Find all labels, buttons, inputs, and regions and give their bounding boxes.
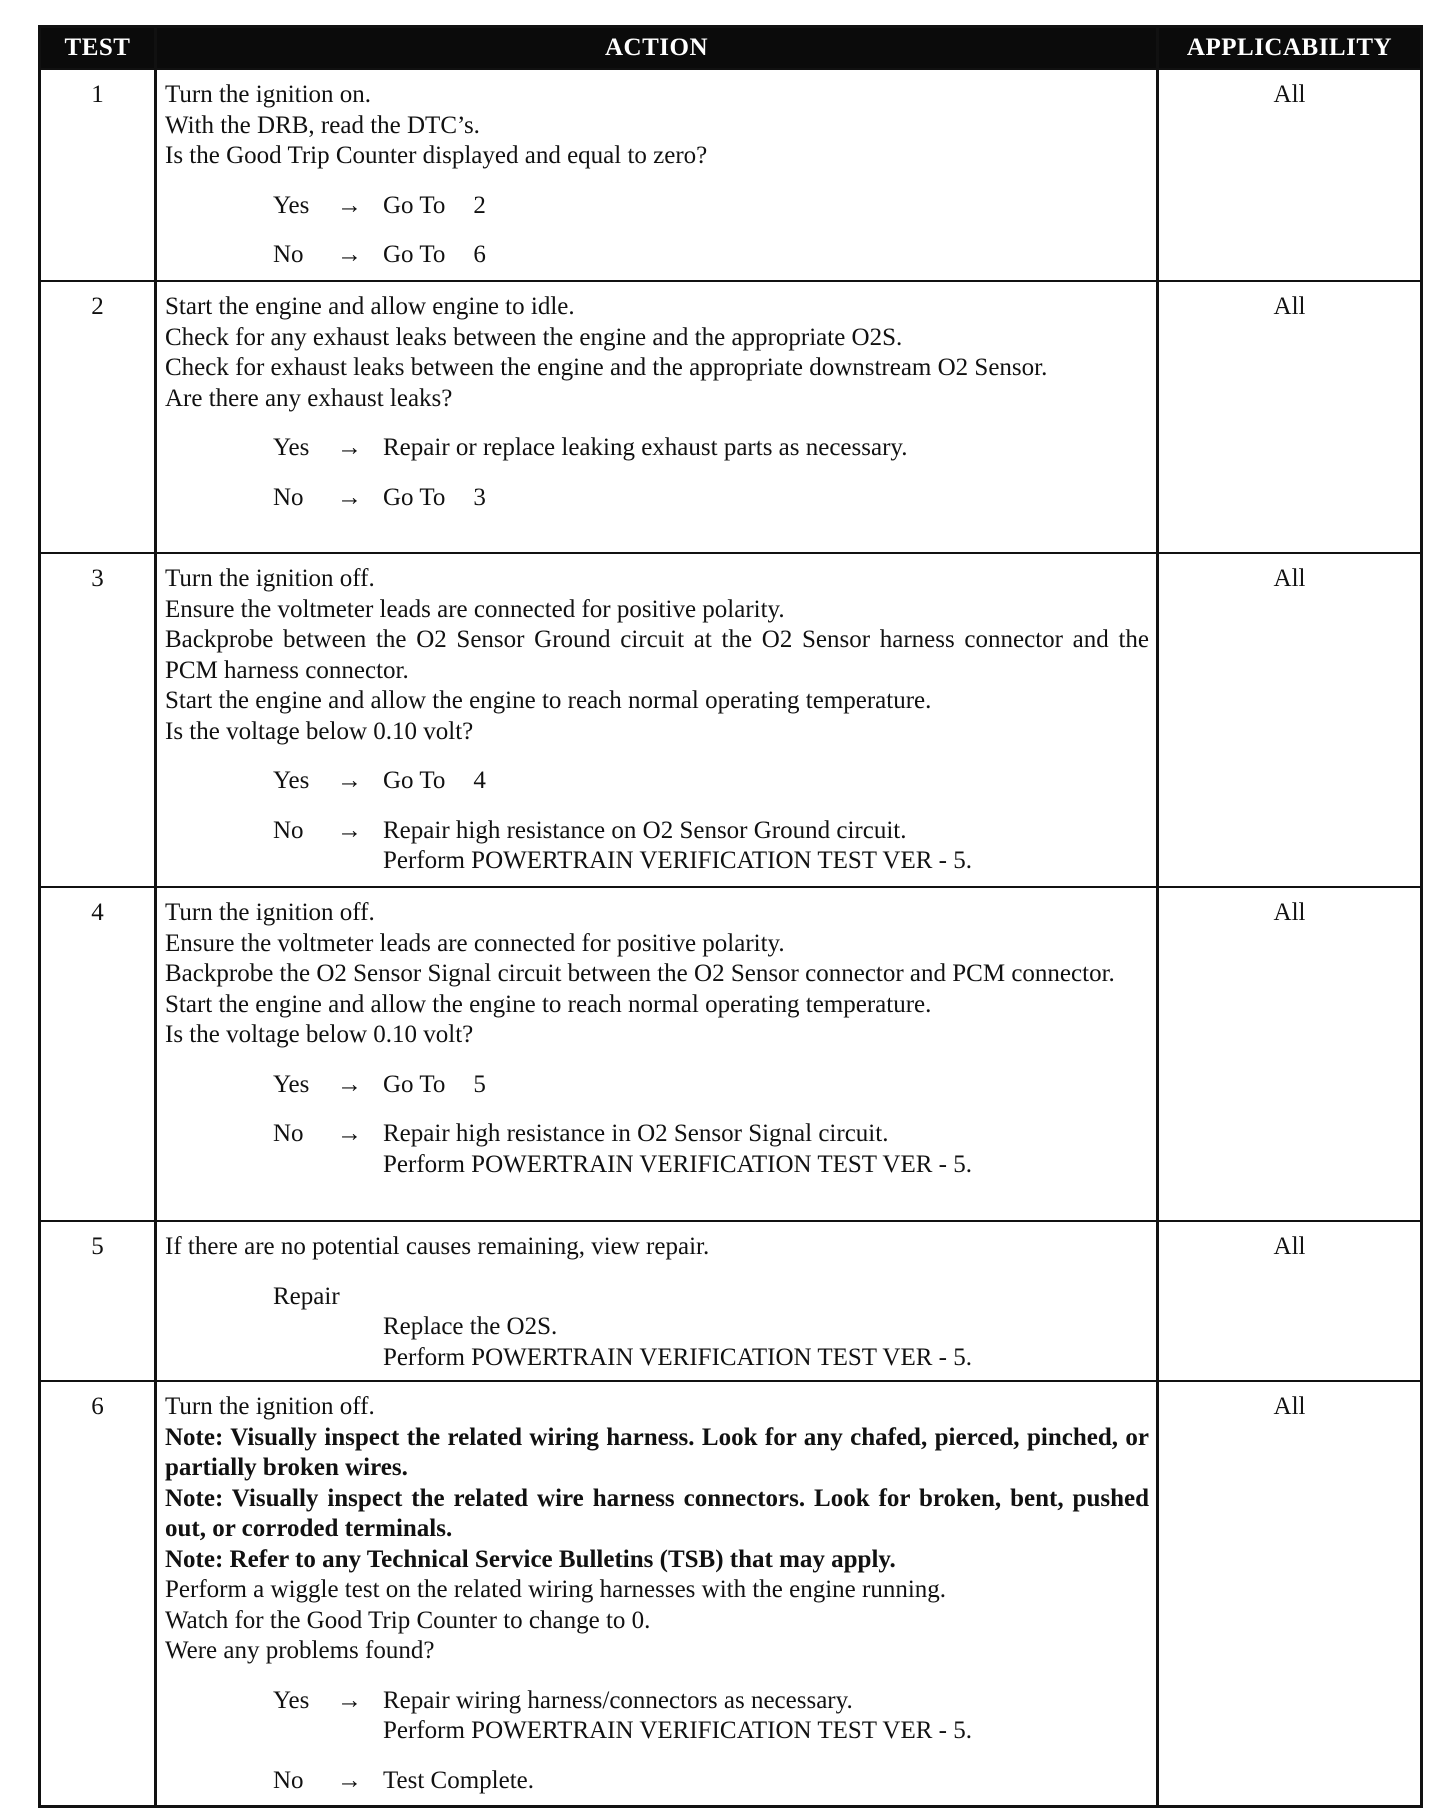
action-line: Turn the ignition off. bbox=[165, 565, 375, 592]
branch-result-line: Perform POWERTRAIN VERIFICATION TEST VER - 5. bbox=[383, 1150, 973, 1178]
applicability-value: All bbox=[1158, 887, 1422, 1221]
branch-result: Repair or replace leaking exhaust parts as necessary. bbox=[383, 434, 908, 461]
action-line: Watch for the Good Trip Counter to change to 0. bbox=[165, 1606, 651, 1634]
right-arrow-icon: → bbox=[337, 483, 362, 511]
test-row-3 bbox=[40, 553, 1422, 887]
applicability-value: All bbox=[1158, 1221, 1422, 1381]
branch-result-line: Repair high resistance on O2 Sensor Ground circuit. bbox=[383, 816, 907, 844]
go-to-target: 6 bbox=[473, 241, 486, 268]
test-action bbox=[156, 69, 1158, 281]
right-arrow-icon: → bbox=[337, 1766, 362, 1794]
test-row-2 bbox=[40, 281, 1422, 553]
no-label: No bbox=[273, 241, 304, 268]
branch-result-line: Repair wiring harness/connectors as necessary. bbox=[383, 1686, 853, 1714]
right-arrow-icon: → bbox=[337, 816, 362, 844]
test-number: 4 bbox=[40, 887, 156, 1221]
go-to-label: Go To bbox=[383, 483, 446, 511]
test-number: 2 bbox=[40, 281, 156, 553]
right-arrow-icon: → bbox=[337, 1686, 362, 1714]
no-label: No bbox=[273, 1766, 304, 1794]
go-to-target: 3 bbox=[473, 483, 486, 511]
action-line: Turn the ignition off. bbox=[165, 1393, 375, 1420]
branch-result bbox=[383, 1070, 1149, 1101]
test-number: 3 bbox=[40, 553, 156, 887]
test-number: 5 bbox=[40, 1221, 156, 1381]
yes-label: Yes bbox=[273, 1686, 310, 1714]
branch-result bbox=[383, 816, 1149, 877]
right-arrow-icon: → bbox=[337, 767, 362, 794]
yes-label: Yes bbox=[273, 767, 310, 794]
no-branch bbox=[273, 240, 1149, 271]
repair-lines bbox=[383, 1312, 1149, 1373]
test-number: 6 bbox=[40, 1381, 156, 1806]
header-applicability: APPLICABILITY bbox=[1158, 27, 1422, 70]
test-action bbox=[156, 553, 1158, 887]
no-branch bbox=[273, 816, 1149, 877]
note-line: Note: Visually inspect the related wire harness connectors. Look for broken, bent, pushed out, or corroded terminals. bbox=[165, 1484, 1149, 1542]
action-line: Are there any exhaust leaks? bbox=[165, 384, 453, 412]
yes-label: Yes bbox=[273, 1070, 310, 1098]
branch-result bbox=[383, 766, 1149, 797]
action-line: Perform a wiggle test on the related wiring harnesses with the engine running. bbox=[165, 1576, 947, 1603]
header-action: ACTION bbox=[156, 27, 1158, 70]
applicability-value: All bbox=[1158, 1381, 1422, 1806]
branch-result-line: Perform POWERTRAIN VERIFICATION TEST VER - 5. bbox=[383, 847, 973, 874]
test-action bbox=[156, 281, 1158, 553]
right-arrow-icon: → bbox=[337, 434, 362, 461]
branch-result bbox=[383, 1686, 1149, 1747]
right-arrow-icon: → bbox=[337, 241, 362, 268]
action-line: Ensure the voltmeter leads are connected for positive polarity. bbox=[165, 929, 785, 957]
action-line: Is the voltage below 0.10 volt? bbox=[165, 717, 474, 745]
yes-branch bbox=[273, 191, 1149, 222]
test-row-1 bbox=[40, 69, 1422, 281]
right-arrow-icon: → bbox=[337, 191, 362, 219]
test-action bbox=[156, 887, 1158, 1221]
repair-block bbox=[273, 1282, 1149, 1374]
test-row-5 bbox=[40, 1221, 1422, 1381]
branch-result bbox=[383, 191, 1149, 222]
repair-label: Repair bbox=[273, 1282, 340, 1310]
go-to-label: Go To bbox=[383, 241, 446, 268]
no-label: No bbox=[273, 816, 304, 844]
yes-branch bbox=[273, 766, 1149, 797]
branch-result-line: Repair high resistance in O2 Sensor Signal circuit. bbox=[383, 1120, 889, 1147]
branch-result-line: Perform POWERTRAIN VERIFICATION TEST VER - 5. bbox=[383, 1717, 973, 1744]
go-to-label: Go To bbox=[383, 767, 446, 794]
branch-result bbox=[383, 240, 1149, 271]
action-line: Turn the ignition on. bbox=[165, 81, 372, 108]
no-branch bbox=[273, 1119, 1149, 1180]
applicability-value: All bbox=[1158, 553, 1422, 887]
action-line: Is the voltage below 0.10 volt? bbox=[165, 1021, 474, 1048]
action-line: Is the Good Trip Counter displayed and equal to zero? bbox=[165, 142, 708, 169]
branch-result bbox=[383, 483, 1149, 514]
action-line: Start the engine and allow the engine to reach normal operating temperature. bbox=[165, 990, 932, 1018]
yes-branch bbox=[273, 1070, 1149, 1101]
action-line: Backprobe the O2 Sensor Signal circuit between the O2 Sensor connector and PCM connector. bbox=[165, 960, 1115, 987]
note-line: Note: Visually inspect the related wiring harness. Look for any chafed, pierced, pinched, or partially broken wires. bbox=[165, 1423, 1149, 1481]
test-row-6 bbox=[40, 1381, 1422, 1806]
action-line: Start the engine and allow the engine to reach normal operating temperature. bbox=[165, 687, 932, 714]
branch-result: Test Complete. bbox=[383, 1766, 535, 1794]
no-label: No bbox=[273, 483, 304, 511]
yes-branch bbox=[273, 1686, 1149, 1747]
table-header-row bbox=[40, 27, 1422, 70]
yes-label: Yes bbox=[273, 191, 310, 219]
repair-line: Perform POWERTRAIN VERIFICATION TEST VER - 5. bbox=[383, 1343, 973, 1371]
go-to-label: Go To bbox=[383, 1070, 446, 1098]
test-number: 1 bbox=[40, 69, 156, 281]
repair-line: Replace the O2S. bbox=[383, 1313, 558, 1340]
applicability-value: All bbox=[1158, 69, 1422, 281]
no-branch bbox=[273, 483, 1149, 514]
action-line: If there are no potential causes remaining, view repair. bbox=[165, 1233, 710, 1260]
go-to-target: 2 bbox=[473, 191, 486, 219]
action-line: Turn the ignition off. bbox=[165, 899, 375, 926]
test-row-4 bbox=[40, 887, 1422, 1221]
branch-result bbox=[383, 1119, 1149, 1180]
action-line: Check for any exhaust leaks between the engine and the appropriate O2S. bbox=[165, 323, 903, 351]
right-arrow-icon: → bbox=[337, 1070, 362, 1098]
no-label: No bbox=[273, 1120, 304, 1147]
action-line: Were any problems found? bbox=[165, 1637, 435, 1664]
no-branch bbox=[273, 1766, 1149, 1797]
yes-label: Yes bbox=[273, 434, 310, 461]
go-to-label: Go To bbox=[383, 191, 446, 219]
right-arrow-icon: → bbox=[337, 1120, 362, 1147]
action-line: Ensure the voltmeter leads are connected for positive polarity. bbox=[165, 595, 785, 623]
note-line: Note: Refer to any Technical Service Bulletins (TSB) that may apply. bbox=[165, 1545, 896, 1573]
applicability-value: All bbox=[1158, 281, 1422, 553]
test-action bbox=[156, 1221, 1158, 1381]
go-to-target: 5 bbox=[473, 1070, 486, 1098]
action-line: With the DRB, read the DTC’s. bbox=[165, 111, 480, 139]
header-test: TEST bbox=[40, 27, 156, 70]
action-line: Backprobe between the O2 Sensor Ground circuit at the O2 Sensor harness connector and the PCM harness connector. bbox=[165, 626, 1149, 684]
diagnostic-test-table bbox=[38, 25, 1423, 1808]
yes-branch bbox=[273, 433, 1149, 464]
test-action bbox=[156, 1381, 1158, 1806]
action-line: Start the engine and allow engine to idle. bbox=[165, 293, 575, 320]
go-to-target: 4 bbox=[473, 767, 486, 794]
action-line: Check for exhaust leaks between the engine and the appropriate downstream O2 Sensor. bbox=[165, 354, 1048, 381]
